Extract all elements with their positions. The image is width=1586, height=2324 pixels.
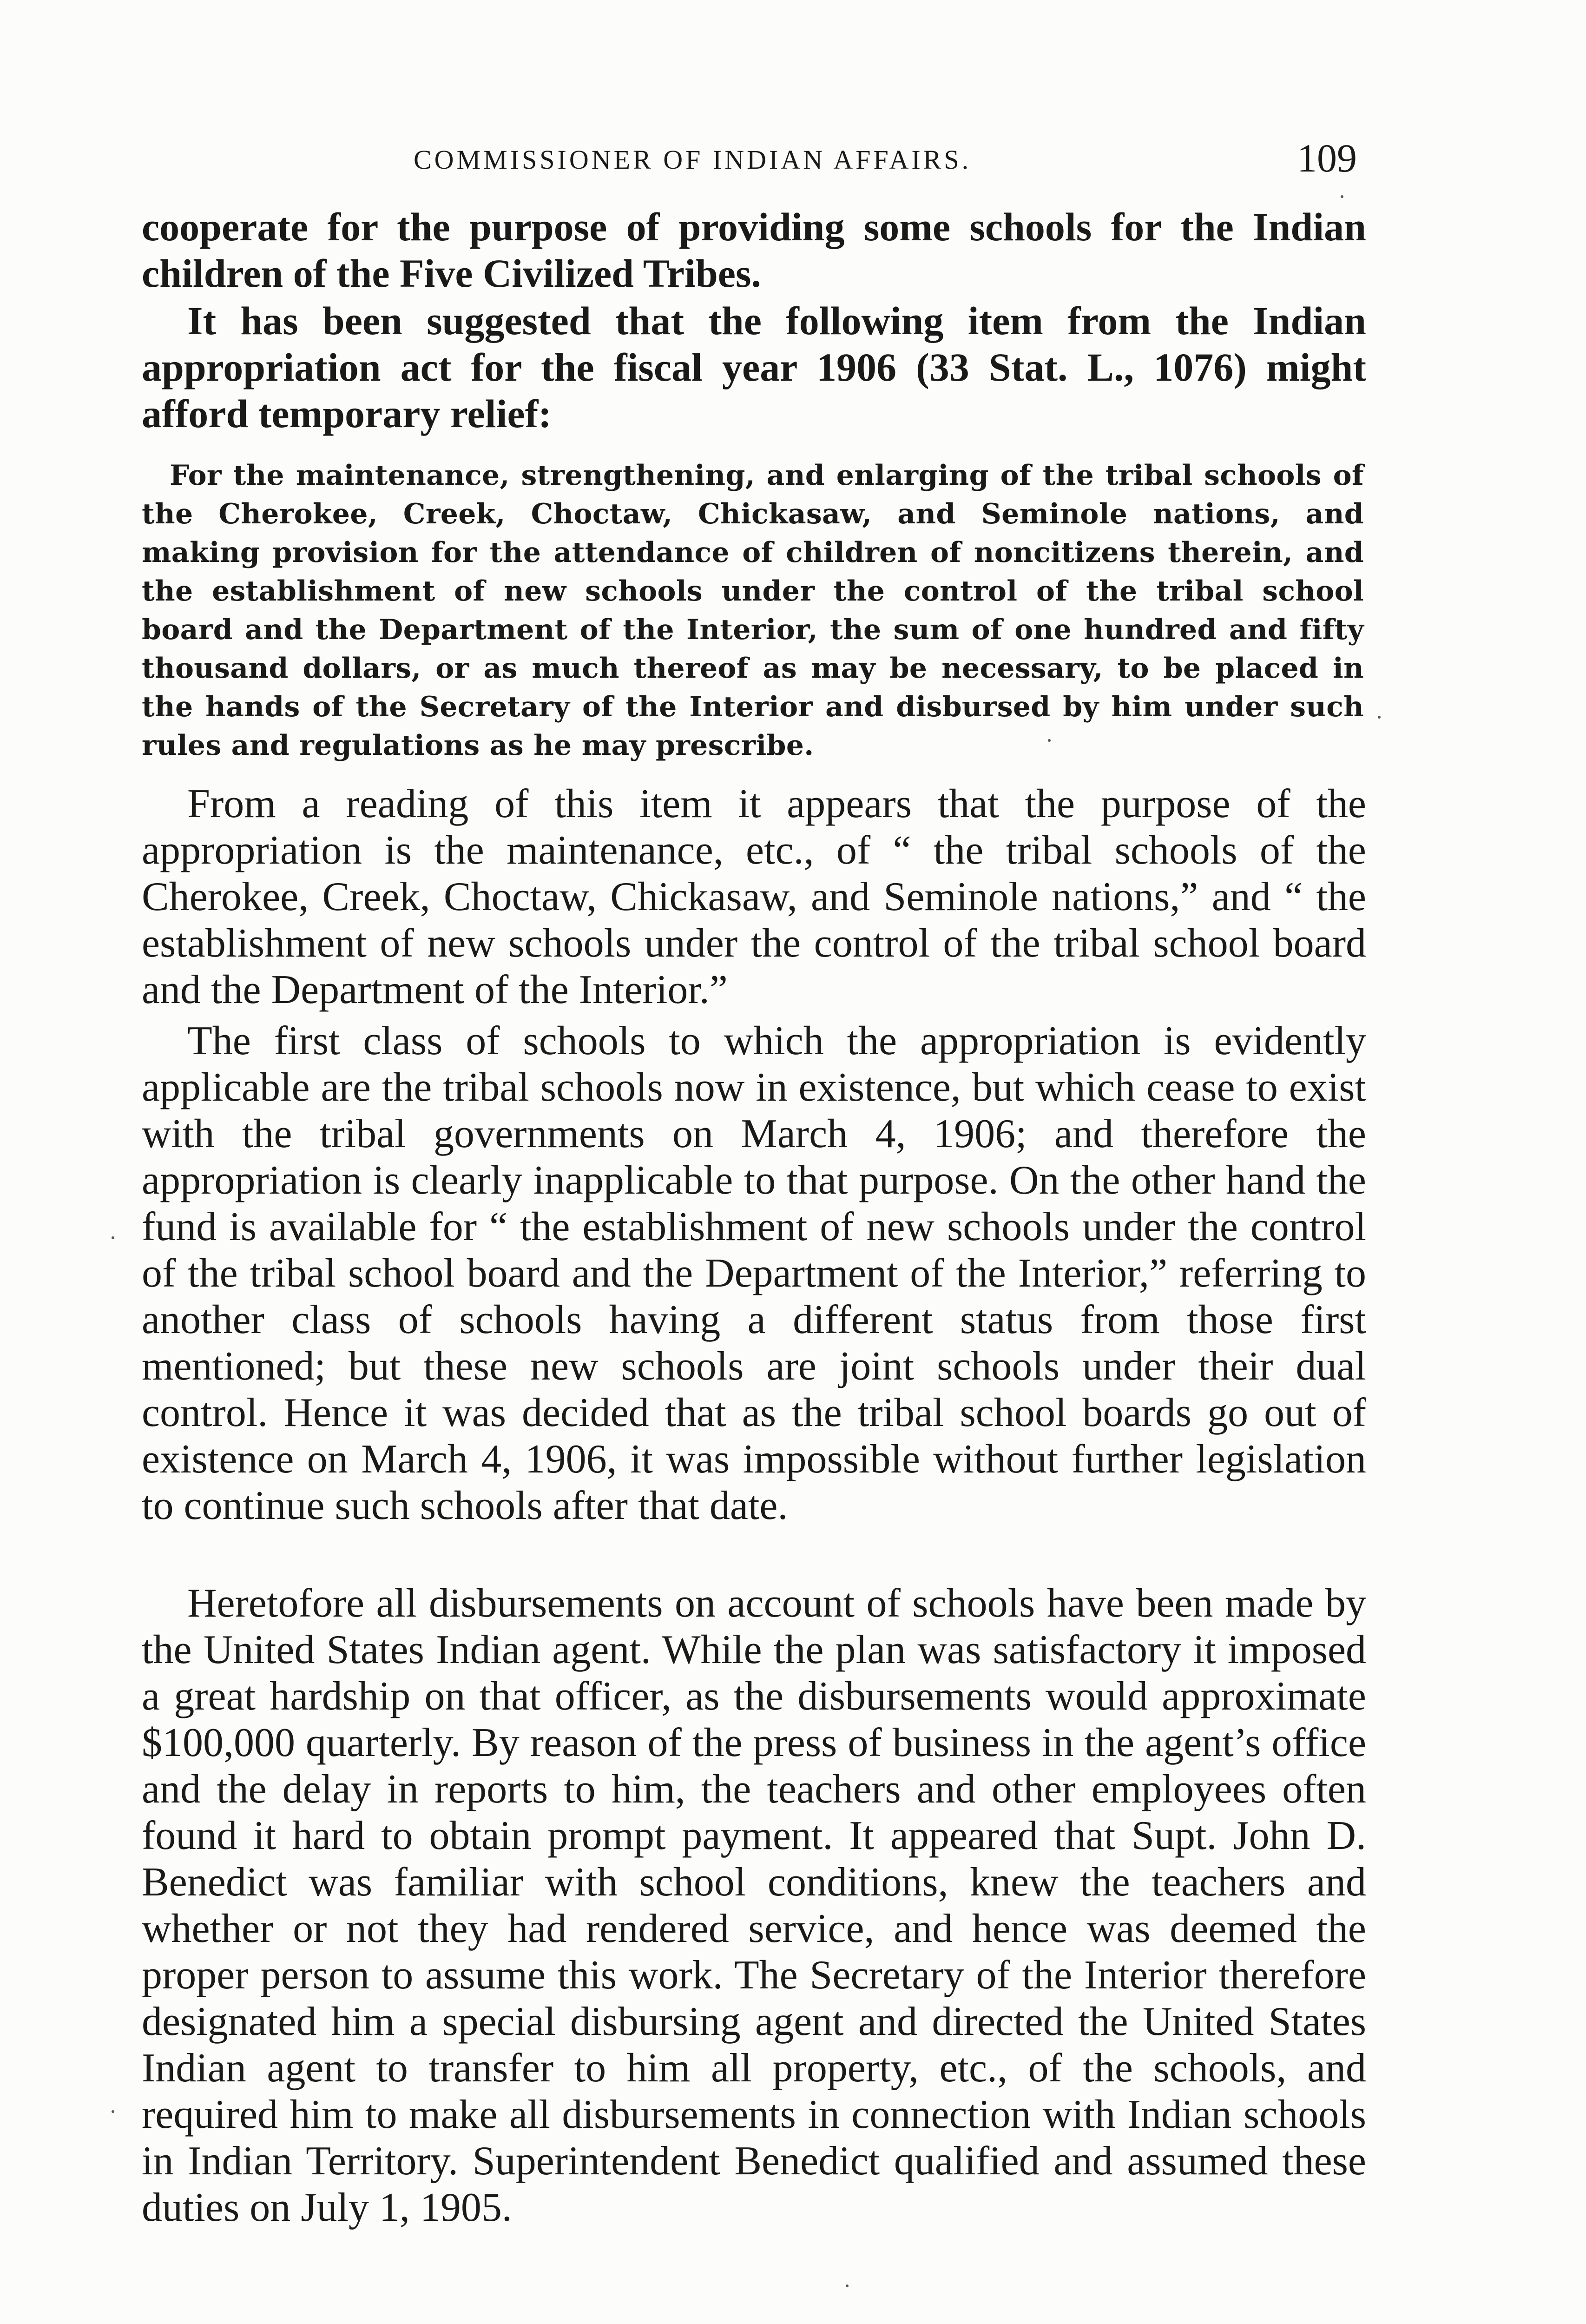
print-speck: [1378, 716, 1381, 719]
paragraph-reading: [142, 781, 1366, 1013]
print-speck: [112, 1236, 114, 1239]
paragraph-3: From a reading of this item it appears that the purpose of the appropriation is the maintenance, etc., of “ the tribal schools of the Cherokee, Creek, Choctaw, Chickasaw, and Seminole nations,” and “ the establishment of new schools under the control of the tribal school board and the Department of the Interior.”: [142, 781, 1366, 1012]
running-head: COMMISSIONER OF INDIAN AFFAIRS.: [414, 145, 972, 175]
page-header: [139, 135, 1366, 186]
paragraph-suggestion: [142, 297, 1366, 437]
quoted-appropriation: [142, 456, 1364, 765]
print-speck: [1341, 195, 1343, 198]
paragraph-5: Heretofore all disbursements on account of schools have been made by the United States Indian agent. While the plan was satisfactory it imposed a great hardship on that officer, as the disbursements would approximate $100,000 quarterly. By reason of the press of business in the agent’s office and the delay in reports to him, the teachers and other employees often found it hard to obtain prompt payment. It appeared that Supt. John D. Benedict was familiar with school conditions, knew the teachers and whether or not they had rendered service, and hence was deemed the proper person to assume this work. The Secretary of the Interior therefore designated him a special disbursing agent and directed the United States Indian agent to transfer to him all property, etc., of the schools, and required him to make all disbursements in connection with Indian schools in Indian Territory. Superintendent Benedict qualified and assumed these duties on July 1, 1905.: [142, 1581, 1366, 2230]
paragraph-2: It has been suggested that the following item from the Indian appropriation act for the fiscal year 1906 (33 Stat. L., 1076) might afford temporary relief:: [142, 298, 1366, 436]
paragraph-continuation: [142, 204, 1366, 297]
paragraph-first-class: [142, 1018, 1366, 1529]
page-number: 109: [1297, 136, 1357, 180]
paragraph-1: cooperate for the purpose of providing some schools for the Indian children of the Five Civilized Tribes.: [142, 205, 1366, 296]
print-speck: [112, 2110, 114, 2113]
paragraph-4: The first class of schools to which the appropriation is evidently applicable are the tribal schools now in existence, but which cease to exist with the tribal governments on March 4, 1906; and therefore the appropriation is clearly inapplicable to that purpose. On the other hand the fund is available for “ the establishment of new schools under the control of the tribal school board and the Department of the Interior,” referring to another class of schools having a different status from those first mentioned; but these new schools are joint schools under their dual control. Hence it was decided that as the tribal school boards go out of existence on March 4, 1906, it was impossible without further legislation to continue such schools after that date.: [142, 1018, 1366, 1528]
quoted-text: For the maintenance, strengthening, and enlarging of the tribal schools of the Cherokee, Creek, Choctaw, Chickasaw, and Seminole nations, and making provision for the attendance of children of noncitizens therein, and the establishment of new schools under the control of the tribal school board and the Department of the Interior, the sum of one hundred and fifty thousand dollars, or as much thereof as may be necessary, to be placed in the hands of the Secretary of the Interior and disbursed by him under such rules and regulations as he may prescribe.: [142, 459, 1364, 762]
print-speck: [1048, 739, 1051, 742]
paragraph-disbursements: [142, 1580, 1366, 2231]
print-speck: [846, 2284, 849, 2287]
